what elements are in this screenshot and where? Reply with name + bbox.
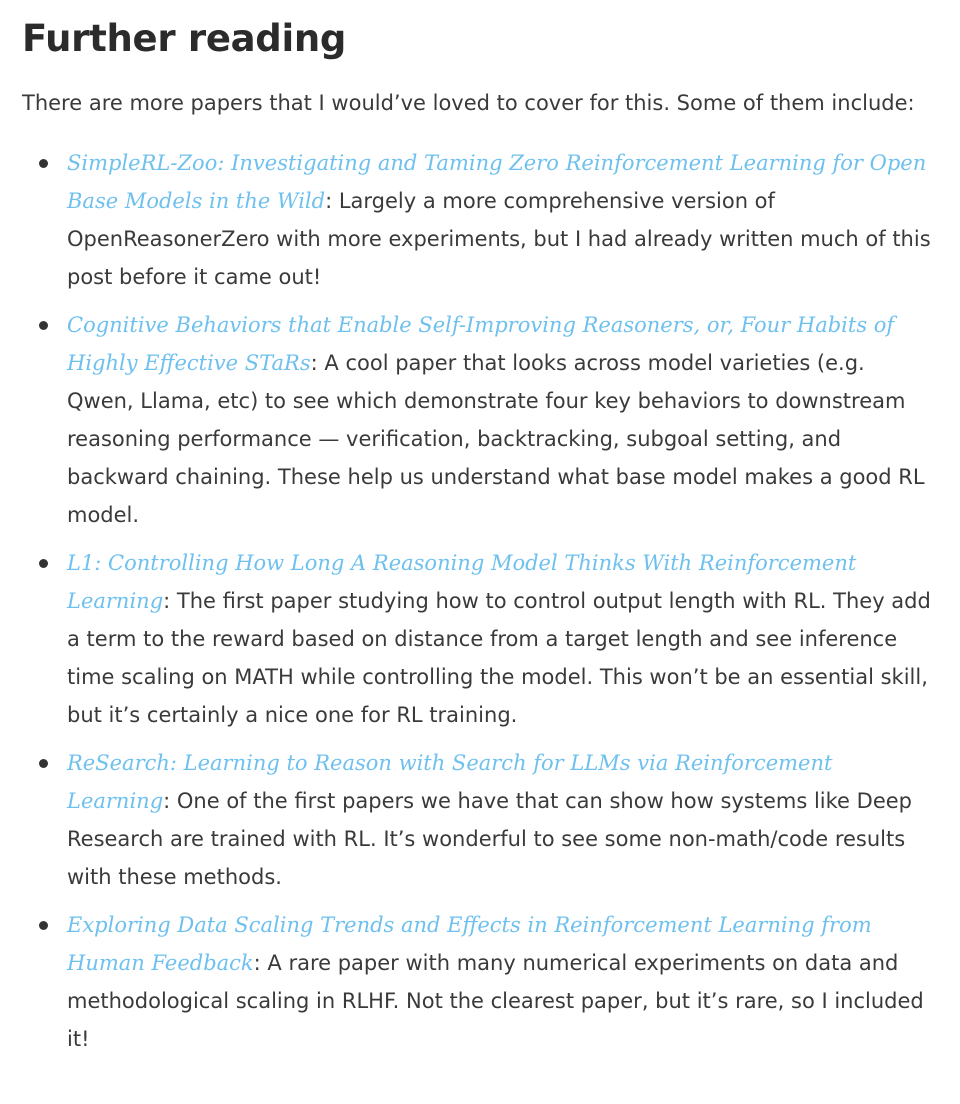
paper-link-simplerl-zoo[interactable]: SimpleRL-Zoo: Investigating and Taming Zero Reinforcement Learning for Open Base Models in the Wild — [67, 151, 927, 213]
paper-description: : One of the first papers we have that can show how systems like Deep Research are trained with RL. It’s wonderful to see some non-math/code results with these methods. — [67, 789, 912, 889]
paper-link-research[interactable]: ReSearch: Learning to Reason with Search for LLMs via Reinforcement Learning — [67, 751, 833, 813]
list-item — [67, 744, 934, 896]
intro-paragraph: There are more papers that I would’ve loved to cover for this. Some of them include: — [22, 91, 915, 115]
paper-description: : Largely a more comprehensive version of OpenReasonerZero with more experiments, but I had already written much of this post before it came out! — [67, 189, 931, 289]
paper-link-cognitive-behaviors[interactable]: Cognitive Behaviors that Enable Self-Improving Reasoners, or, Four Habits of Highly Effective STaRs — [67, 313, 895, 375]
paper-link-l1[interactable]: L1: Controlling How Long A Reasoning Model Thinks With Reinforcement Learning — [67, 551, 857, 613]
list-item — [67, 906, 934, 1058]
paper-description: : The first paper studying how to control output length with RL. They add a term to the reward based on distance from a target length and see inference time scaling on MATH while controlling the model. This won’t be an essential skill, but it’s certainly a nice one for RL training. — [67, 589, 931, 727]
bullet-icon — [39, 559, 48, 568]
bullet-icon — [39, 321, 48, 330]
paper-description: : A cool paper that looks across model varieties (e.g. Qwen, Llama, etc) to see which demonstrate four key behaviors to downstream reasoning performance — verification, backtracking, subgoal setting, and backward chaining. These help us understand what base model makes a good RL model. — [67, 351, 925, 527]
paper-description: : A rare paper with many numerical experiments on data and methodological scaling in RLHF. Not the clearest paper, but it’s rare, so I included it! — [67, 951, 924, 1051]
reading-list — [22, 144, 934, 1058]
bullet-icon — [39, 159, 48, 168]
list-item — [67, 306, 934, 534]
bullet-icon — [39, 921, 48, 930]
list-item — [67, 144, 934, 296]
bullet-icon — [39, 759, 48, 768]
list-item — [67, 544, 934, 734]
paper-link-data-scaling[interactable]: Exploring Data Scaling Trends and Effects in Reinforcement Learning from Human Feedback — [67, 913, 872, 975]
section-heading: Further reading — [22, 17, 347, 60]
